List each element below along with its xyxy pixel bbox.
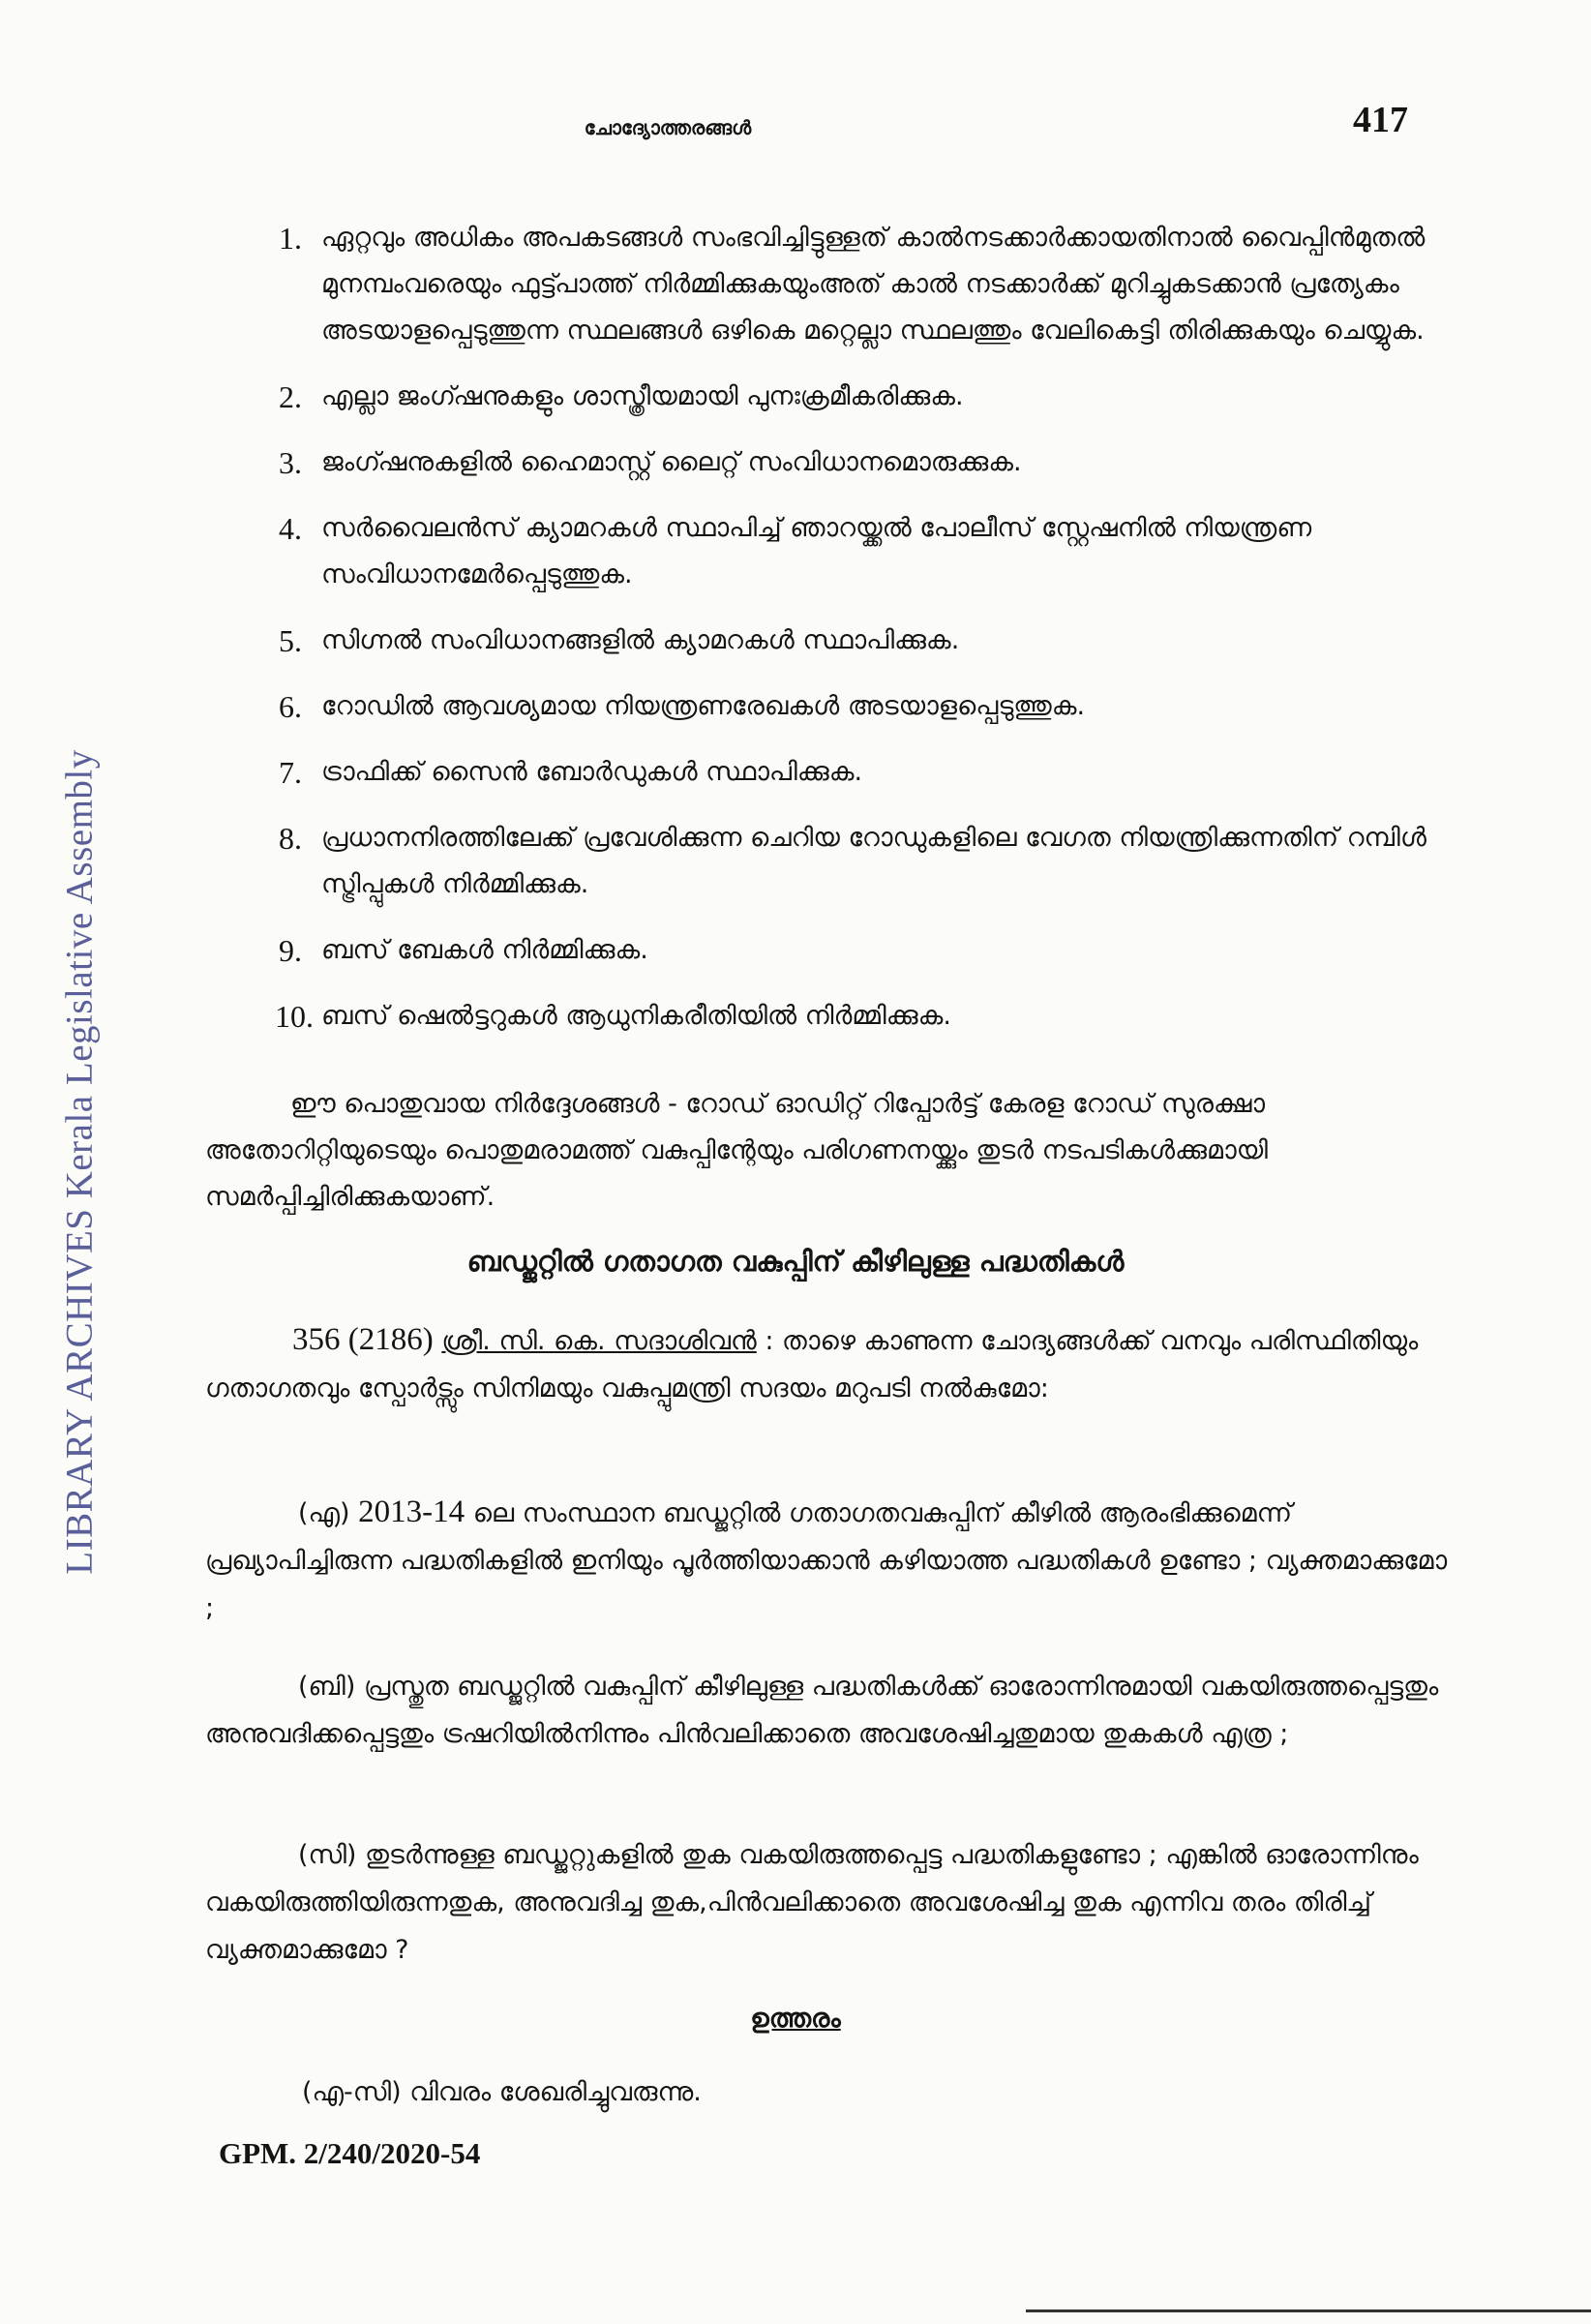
item-number: 4. — [279, 511, 302, 546]
scan-edge-line — [1026, 2309, 1591, 2312]
running-title: ചോദ്യോത്തരങ്ങൾ — [584, 116, 752, 139]
closing-paragraph: ഈ പൊതുവായ നിർദ്ദേശങ്ങൾ - റോഡ് ഓഡിറ്റ് റിപ്പോർട്ട് കേരള റോഡ് സുരക്ഷാ അതോറിറ്റിയുടെയും പൊതുമരാമത്ത് വകുപ്പിന്റേയും പരിഗണനയ്ക്കും തുടർ നടപടികൾക്കുമായി സമർപ്പിച്ചിരിക്കുകയാണ്. — [205, 1089, 1269, 1212]
list-item — [279, 215, 1440, 354]
list-item — [275, 993, 1440, 1040]
item-text: ജംഗ്ഷനുകളിൽ ഹൈമാസ്റ്റ് ലൈറ്റ് സംവിധാനമൊരുക്കുക. — [321, 447, 1022, 477]
part-text: തുടർന്നുള്ള ബഡ്ജറ്റുകളിൽ തുക വകയിരുത്തപ്പെട്ട പദ്ധതികളുണ്ടോ ; എങ്കിൽ ഓരോന്നിനും വകയിരുത്തിയിരുന്നതുക, അനുവദിച്ച തുക,പിൻവലിക്കാതെ അവശേഷിച്ച തുക എന്നിവ തരം തിരിച്ച് വ്യക്തമാക്കുമോ ? — [205, 1840, 1419, 1965]
item-number: 9. — [279, 933, 302, 968]
list-item — [279, 683, 1440, 730]
part-label: (ബി) — [298, 1672, 356, 1702]
item-text: സിഗ്നൽ സംവിധാനങ്ങളിൽ ക്യാമറകൾ സ്ഥാപിക്കുക. — [321, 625, 960, 655]
item-number: 1. — [279, 221, 302, 256]
item-text: ബസ് ഷെൽട്ടറുകൾ ആധുനികരീതിയിൽ നിർമ്മിക്കുക. — [321, 1001, 951, 1031]
question-number: 356 (2186) — [292, 1322, 434, 1357]
list-item — [279, 505, 1440, 598]
item-number: 6. — [279, 689, 302, 724]
answer-text: (എ-സി) വിവരം ശേഖരിച്ചുവരുന്നു. — [302, 2077, 702, 2107]
item-number: 3. — [279, 445, 302, 480]
budget-year: 2013-14 — [358, 1494, 465, 1529]
question-part-a — [205, 1489, 1454, 1632]
section-heading: ബഡ്ജറ്റിൽ ഗതാഗത വകുപ്പിന് കീഴിലുള്ള പദ്ധതികൾ — [466, 1245, 1125, 1278]
list-item — [279, 439, 1440, 486]
item-text: ട്രാഫിക്ക് സൈൻ ബോർഡുകൾ സ്ഥാപിക്കുക. — [321, 757, 863, 787]
list-item — [279, 749, 1440, 796]
list-item — [279, 927, 1440, 974]
question-part-b — [205, 1663, 1454, 1758]
part-label: (സി) — [298, 1840, 357, 1870]
item-number: 8. — [279, 821, 302, 856]
item-text: പ്രധാനനിരത്തിലേക്ക് പ്രവേശിക്കുന്ന ചെറിയ റോഡുകളിലെ വേഗത നിയന്ത്രിക്കുന്നതിന് റമ്പിൾ സ്ട്രിപ്പുകൾ നിർമ്മിക്കുക. — [321, 823, 1426, 899]
item-text: റോഡിൽ ആവശ്യമായ നിയന്ത്രണരേഖകൾ അടയാളപ്പെടുത്തുക. — [321, 691, 1086, 721]
question-intro — [205, 1316, 1454, 1412]
list-item — [279, 374, 1440, 420]
item-number: 7. — [279, 755, 302, 790]
library-watermark: LIBRARY ARCHIVES Kerala Legislative Assembly — [58, 748, 101, 1575]
question-intro-text: : താഴെ കാണുന്ന ചോദ്യങ്ങൾക്ക് വനവും പരിസ്ഥിതിയും ഗതാഗതവും സ്പോർട്സും സിനിമയും വകുപ്പുമന്ത്രി സദയം മറുപടി നൽകുമോ: — [205, 1326, 1419, 1403]
print-reference: GPM. 2/240/2020-54 — [219, 2136, 481, 2170]
item-text: ഏറ്റവും അധികം അപകടങ്ങൾ സംഭവിച്ചിട്ടുള്ളത് കാൽനടക്കാർക്കായതിനാൽ വൈപ്പിൻമുതൽ മുനമ്പംവരെയും ഫുട്ട്പാത്ത് നിർമ്മിക്കുകയുംഅത് കാൽ നടക്കാർക്ക് മുറിച്ചുകടക്കാൻ പ്രത്യേകം അടയാളപ്പെടുത്തുന്ന സ്ഥലങ്ങൾ ഒഴികെ മറ്റെല്ലാ സ്ഥലത്തും വേലികെട്ടി തിരിക്കുകയും ചെയ്യുക. — [321, 223, 1426, 346]
item-number: 2. — [279, 379, 302, 414]
part-text: ലെ സംസ്ഥാന ബഡ്ജറ്റിൽ ഗതാഗതവകുപ്പിന് കീഴിൽ ആരംഭിക്കുമെന്ന് പ്രഖ്യാപിച്ചിരുന്ന പദ്ധതികളിൽ ഇനിയും പൂർത്തിയാക്കാൻ കഴിയാത്ത പദ്ധതികൾ ഉണ്ടോ ; വ്യക്തമാക്കുമോ ; — [205, 1498, 1448, 1623]
item-number: 5. — [279, 623, 302, 658]
list-item — [279, 618, 1440, 664]
list-item — [279, 815, 1440, 908]
part-label: (എ) — [298, 1498, 350, 1528]
member-name: ശ്രീ. സി. കെ. സദാശിവൻ — [441, 1326, 757, 1356]
item-text: ബസ് ബേകൾ നിർമ്മിക്കുക. — [321, 935, 648, 965]
item-text: സർവൈലൻസ് ക്യാമറകൾ സ്ഥാപിച്ച് ഞാറയ്ക്കൽ പോലീസ് സ്റ്റേഷനിൽ നിയന്ത്രണ സംവിധാനമേർപ്പെടുത്തുക. — [321, 513, 1312, 589]
answer-heading: ഉത്തരം — [750, 2004, 841, 2034]
question-part-c — [205, 1831, 1454, 1974]
part-text: പ്രസ്തുത ബഡ്ജറ്റിൽ വകുപ്പിന് കീഴിലുള്ള പദ്ധതികൾക്ക് ഓരോന്നിനുമായി വകയിരുത്തപ്പെട്ടതും അനുവദിക്കപ്പെട്ടതും ട്രഷറിയിൽനിന്നും പിൻവലിക്കാതെ അവശേഷിച്ചതുമായ തുകകൾ എത്ര ; — [205, 1672, 1439, 1749]
suggestion-list — [275, 215, 1440, 1059]
item-text: എല്ലാ ജംഗ്ഷനുകളും ശാസ്ത്രീയമായി പുനഃക്രമീകരിക്കുക. — [321, 381, 964, 411]
item-number: 10. — [275, 999, 314, 1034]
page-number: 417 — [1353, 100, 1408, 140]
